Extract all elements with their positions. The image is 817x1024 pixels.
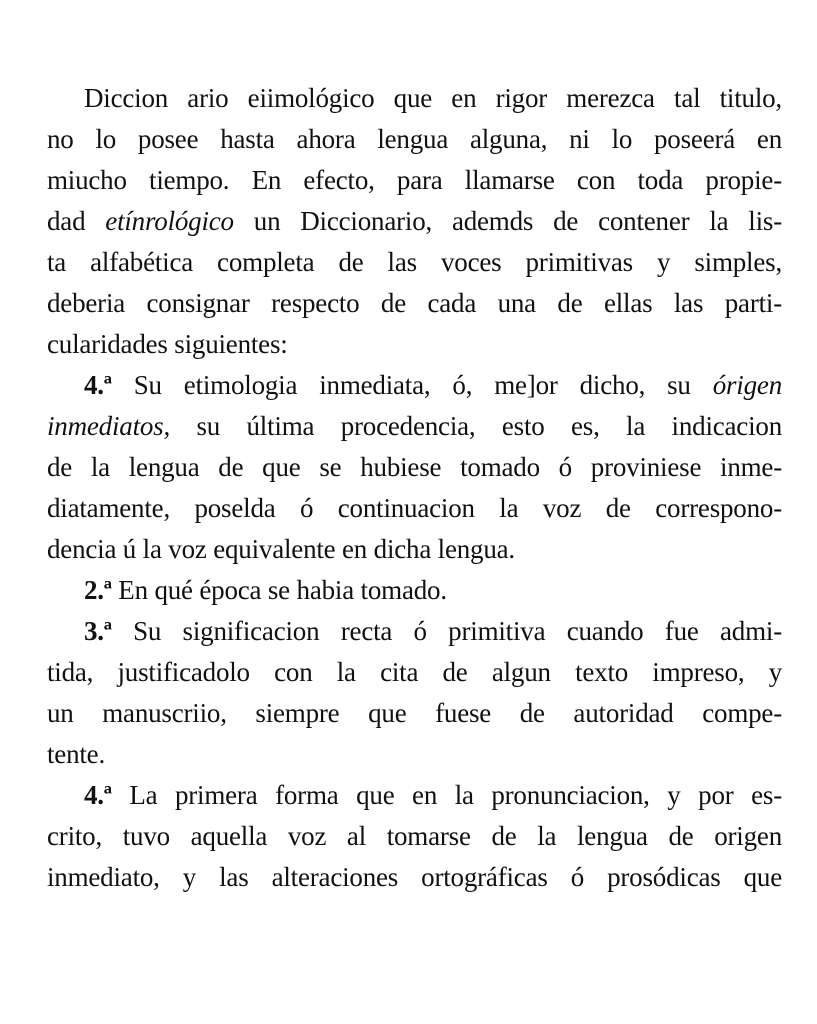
- text-segment: deberia consignar respecto de cada una de ellas las parti-: [47, 288, 782, 318]
- item-number: 2.ª: [84, 575, 112, 605]
- text-segment: crito, tuvo aquella voz al tomarse de la lengua de origen: [47, 821, 782, 851]
- text-line: [47, 242, 782, 283]
- text-line: [47, 201, 782, 242]
- text-line: [47, 447, 782, 488]
- text-line: [47, 78, 782, 119]
- paragraph: [47, 365, 782, 570]
- paragraph: [47, 775, 782, 898]
- item-number: 3.ª: [84, 616, 112, 646]
- body-text: [47, 78, 782, 898]
- italic-word: inmediatos,: [47, 411, 171, 441]
- text-segment: La primera forma que en la pronunciacion, y por es-: [111, 780, 782, 810]
- text-line: [47, 652, 782, 693]
- text-line: [47, 693, 782, 734]
- item-number: 4.ª: [84, 370, 112, 400]
- text-segment: tida, justificadolo con la cita de algun texto impreso, y: [47, 657, 782, 687]
- paragraph: [47, 611, 782, 775]
- text-line: [47, 857, 782, 898]
- item-number: 4.ª: [84, 780, 112, 810]
- text-segment: Su significacion recta ó primitiva cuando fue admi-: [111, 616, 782, 646]
- text-segment: dencia ú la voz equivalente en dicha lengua.: [47, 534, 515, 564]
- text-line: [47, 119, 782, 160]
- text-segment: En qué época se habia tomado.: [111, 575, 447, 605]
- text-line: [47, 775, 782, 816]
- text-segment: ta alfabética completa de las voces primitivas y simples,: [47, 247, 782, 277]
- text-line: [47, 283, 782, 324]
- text-segment: miucho tiempo. En efecto, para llamarse con toda propie-: [47, 165, 782, 195]
- text-line: [47, 160, 782, 201]
- text-segment: Diccion ario eiimológico que en rigor merezca tal titulo,: [84, 83, 782, 113]
- text-segment: Su etimologia inmediata, ó, me]or dicho, su: [111, 370, 713, 400]
- text-line: [47, 324, 782, 365]
- text-line: [47, 816, 782, 857]
- paragraph: [47, 78, 782, 365]
- text-segment: de la lengua de que se hubiese tomado ó proviniese inme-: [47, 452, 782, 482]
- italic-word: etínrológico: [105, 206, 234, 236]
- text-line: [47, 529, 782, 570]
- text-line: [47, 406, 782, 447]
- paragraph: [47, 570, 782, 611]
- text-segment: un manuscriio, siempre que fuese de autoridad compe-: [47, 698, 782, 728]
- text-segment: no lo posee hasta ahora lengua alguna, ni lo poseerá en: [47, 124, 782, 154]
- text-line: [47, 488, 782, 529]
- text-line: [47, 365, 782, 406]
- text-line: [47, 734, 782, 775]
- text-segment: diatamente, poselda ó continuacion la voz de correspono-: [47, 493, 782, 523]
- text-segment: dad: [47, 206, 106, 236]
- text-segment: un Diccionario, ademds de contener la lis-: [233, 206, 782, 236]
- text-line: [47, 570, 782, 611]
- text-segment: tente.: [47, 739, 106, 769]
- text-line: [47, 611, 782, 652]
- text-segment: cularidades siguientes:: [47, 329, 288, 359]
- text-segment: inmediato, y las alteraciones ortográficas ó prosódicas que: [47, 862, 782, 892]
- text-segment: su última procedencia, esto es, la indicacion: [170, 411, 782, 441]
- italic-word: órigen: [712, 370, 782, 400]
